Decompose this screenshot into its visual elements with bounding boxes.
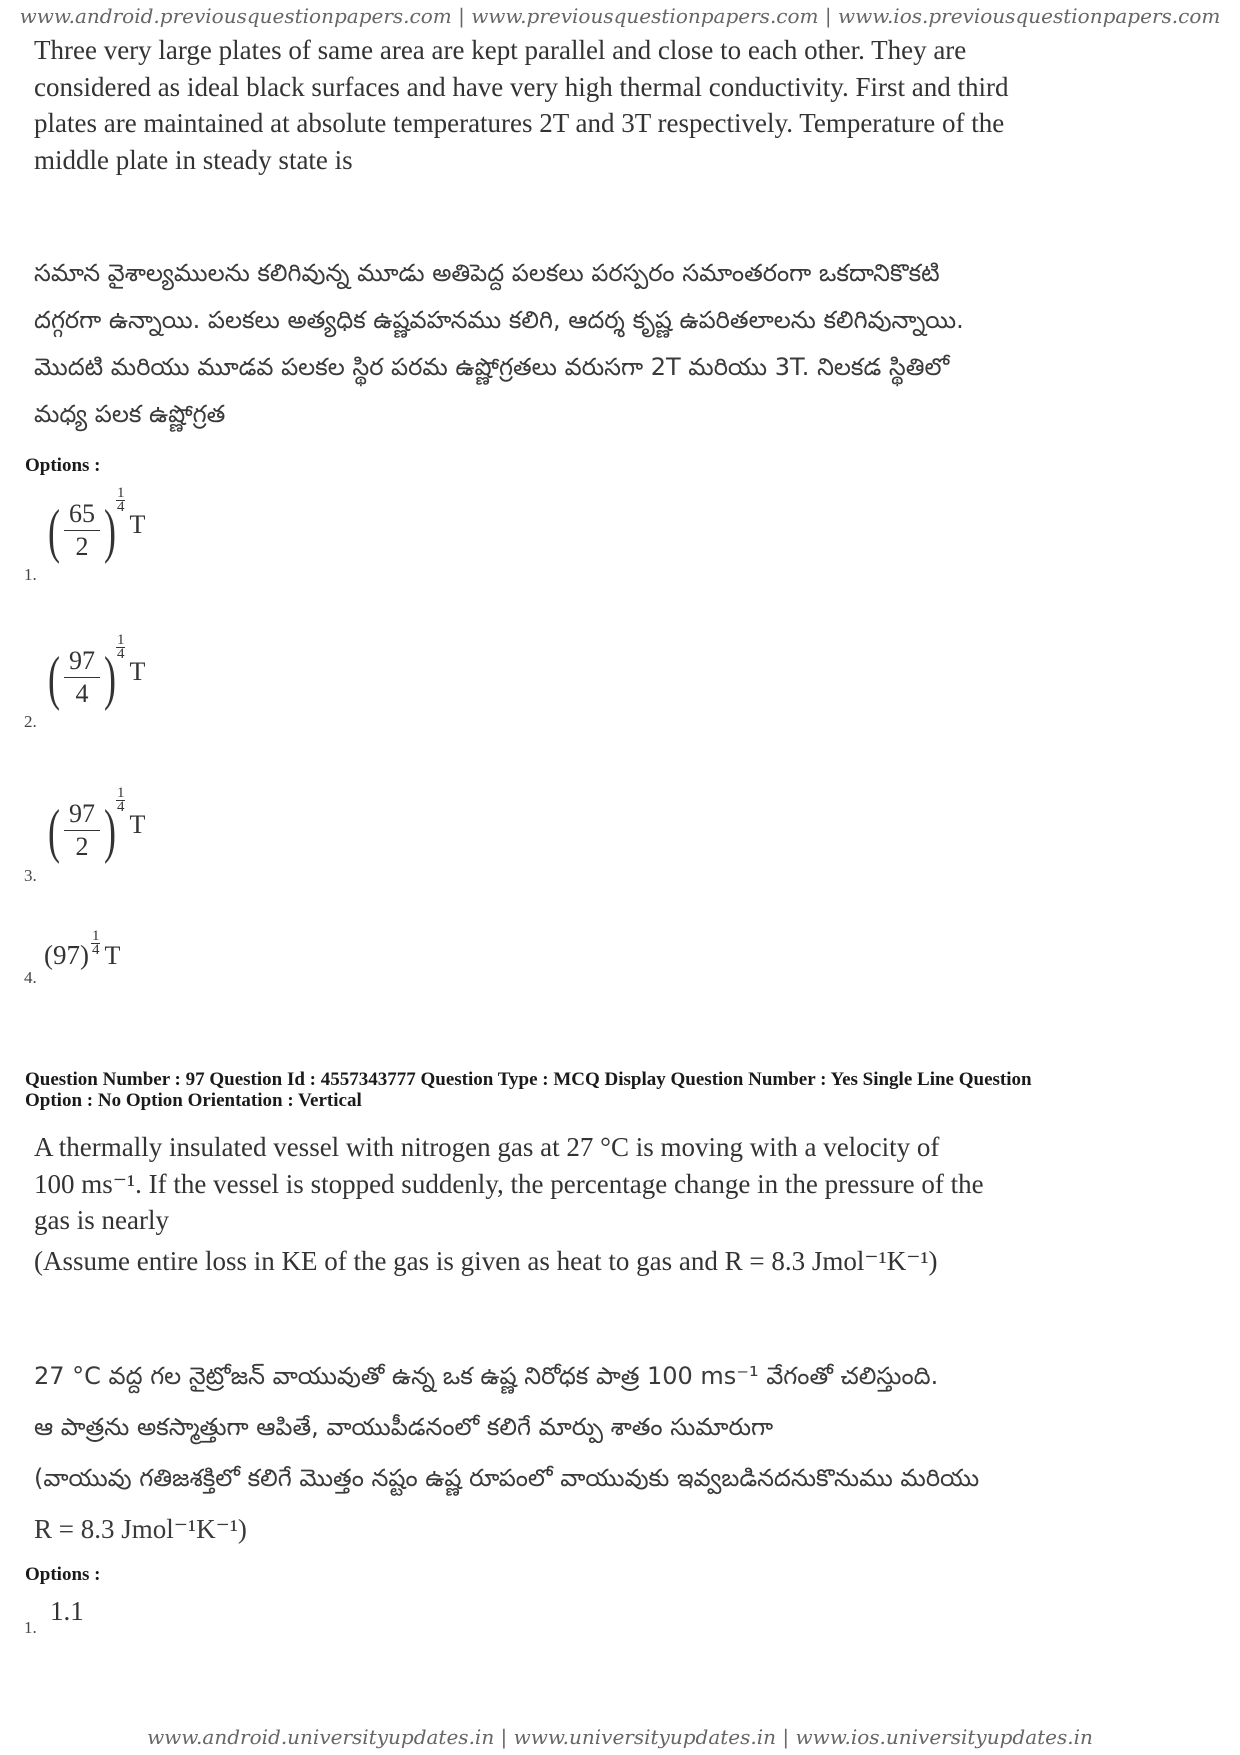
q96-option-4-expression <box>44 928 121 971</box>
q96-option-1-expression: ( $\frac{65}{2}$ ) $\frac{1}{4}$ T <box>47 485 146 564</box>
page-header-watermark: www.android.previousquestionpapers.com | www.previousquestionpapers.com | www.ios.previousquestionpapers.com <box>19 4 1221 28</box>
option-base: (97) <box>44 940 89 970</box>
page-footer-watermark: www.android.universityupdates.in | www.universityupdates.in | www.ios.universityupdates.in <box>147 1725 1093 1749</box>
q96-english-line: considered as ideal black surfaces and have very high thermal conductivity. First and third <box>34 71 1009 102</box>
exponent-denominator: 4 <box>116 646 125 662</box>
q97-english-line: 100 ms⁻¹. If the vessel is stopped suddenly, the percentage change in the pressure of the <box>34 1168 984 1199</box>
exponent-denominator: 4 <box>91 942 100 958</box>
q96-telugu-line: సమాన వైశాల్యములను కలిగివున్న మూడు అతిపెద్ద పలకలు పరస్పరం సమాంతరంగా ఒకదానికొకటి <box>34 259 940 287</box>
option-number: 1. <box>24 565 37 584</box>
q97-telugu-line: ఆ పాత్రను అకస్మాత్తుగా ఆపితే, వాయుపీడనంలో కలిగే మార్పు శాతం సుమారుగా <box>34 1413 774 1441</box>
q96-telugu-line: మొదటి మరియు మూడవ పలకల స్థిర పరమ ఉష్ణోగ్రతలు వరుసగా 2T మరియు 3T. నిలకడ స్థితిలో <box>34 353 950 381</box>
q96-english-line: middle plate in steady state is <box>34 144 353 175</box>
exponent-denominator: 4 <box>116 799 125 815</box>
q97-telugu-line: 27 °C వద్ద గల నైట్రోజన్ వాయువుతో ఉన్న ఒక ఉష్ణ నిరోధక పాత్ర 100 ms⁻¹ వేగంతో చలిస్తుంది. <box>34 1362 939 1390</box>
q97-metadata <box>25 1069 1205 1111</box>
q96-option-3-expression: ( $\frac{97}{2}$ ) $\frac{1}{4}$ T <box>47 785 146 864</box>
option-number: 4. <box>24 968 37 987</box>
unit-symbol: T <box>129 809 146 839</box>
option-text: 1.1 <box>50 1596 84 1626</box>
option-number: 1. <box>24 1618 37 1637</box>
option-number: 2. <box>24 712 37 731</box>
q96-english-line: Three very large plates of same area are kept parallel and close to each other. They are <box>34 35 967 65</box>
q97-english-line: A thermally insulated vessel with nitrogen gas at 27 °C is moving with a velocity of <box>34 1132 940 1162</box>
fraction-numerator: 97 <box>64 645 100 678</box>
q97-options-label: Options : <box>25 1564 101 1585</box>
exponent-numerator: 1 <box>116 632 125 648</box>
q96-english-line: plates are maintained at absolute temperatures 2T and 3T respectively. Temperature of the <box>34 108 1005 138</box>
unit-symbol: T <box>104 940 121 970</box>
q96-english-text <box>34 32 1154 178</box>
fraction-denominator: 4 <box>75 679 89 708</box>
exponent-numerator: 1 <box>116 485 125 501</box>
q97-english-line: (Assume entire loss in KE of the gas is given as heat to gas and R = 8.3 Jmol⁻¹K⁻¹) <box>34 1245 938 1276</box>
q96-telugu-line: మధ్య పలక ఉష్ణోగ్రత <box>34 400 226 428</box>
exponent-numerator: 1 <box>91 928 100 944</box>
exponent-denominator: 4 <box>116 499 125 515</box>
q96-option-2-expression: ( $\frac{97}{4}$ ) $\frac{1}{4}$ T <box>47 632 146 711</box>
fraction-denominator: 2 <box>75 832 89 861</box>
fraction-denominator: 2 <box>75 532 89 561</box>
fraction-numerator: 65 <box>64 498 100 531</box>
unit-symbol: T <box>129 656 146 686</box>
q96-telugu-text <box>34 250 1154 438</box>
q97-telugu-text <box>34 1351 1154 1555</box>
q97-telugu-line: (వాయువు గతిజశక్తిలో కలిగే మొత్తం నష్టం ఉష్ణ రూపంలో వాయువుకు ఇవ్వబడినదనుకొనుము మరియు <box>34 1464 980 1492</box>
option-number: 3. <box>24 866 37 885</box>
q97-english-text <box>34 1129 1154 1279</box>
q96-telugu-line: దగ్గరగా ఉన్నాయి. పలకలు అత్యధిక ఉష్ణవహనము కలిగి, ఆదర్శ కృష్ణ ఉపరితలాలను కలిగివున్నాయి. <box>34 306 964 334</box>
unit-symbol: T <box>129 509 146 539</box>
q97-meta-line: Question Number : 97 Question Id : 4557343777 Question Type : MCQ Display Question Number : Yes Single Line Question <box>25 1069 1032 1090</box>
q97-telugu-line: R = 8.3 Jmol⁻¹K⁻¹) <box>34 1514 247 1544</box>
q96-options-label: Options : <box>25 455 101 476</box>
q97-english-line: gas is nearly <box>34 1205 169 1235</box>
fraction-numerator: 97 <box>64 798 100 831</box>
exponent-numerator: 1 <box>116 785 125 801</box>
q97-meta-line: Option : No Option Orientation : Vertical <box>25 1090 362 1111</box>
